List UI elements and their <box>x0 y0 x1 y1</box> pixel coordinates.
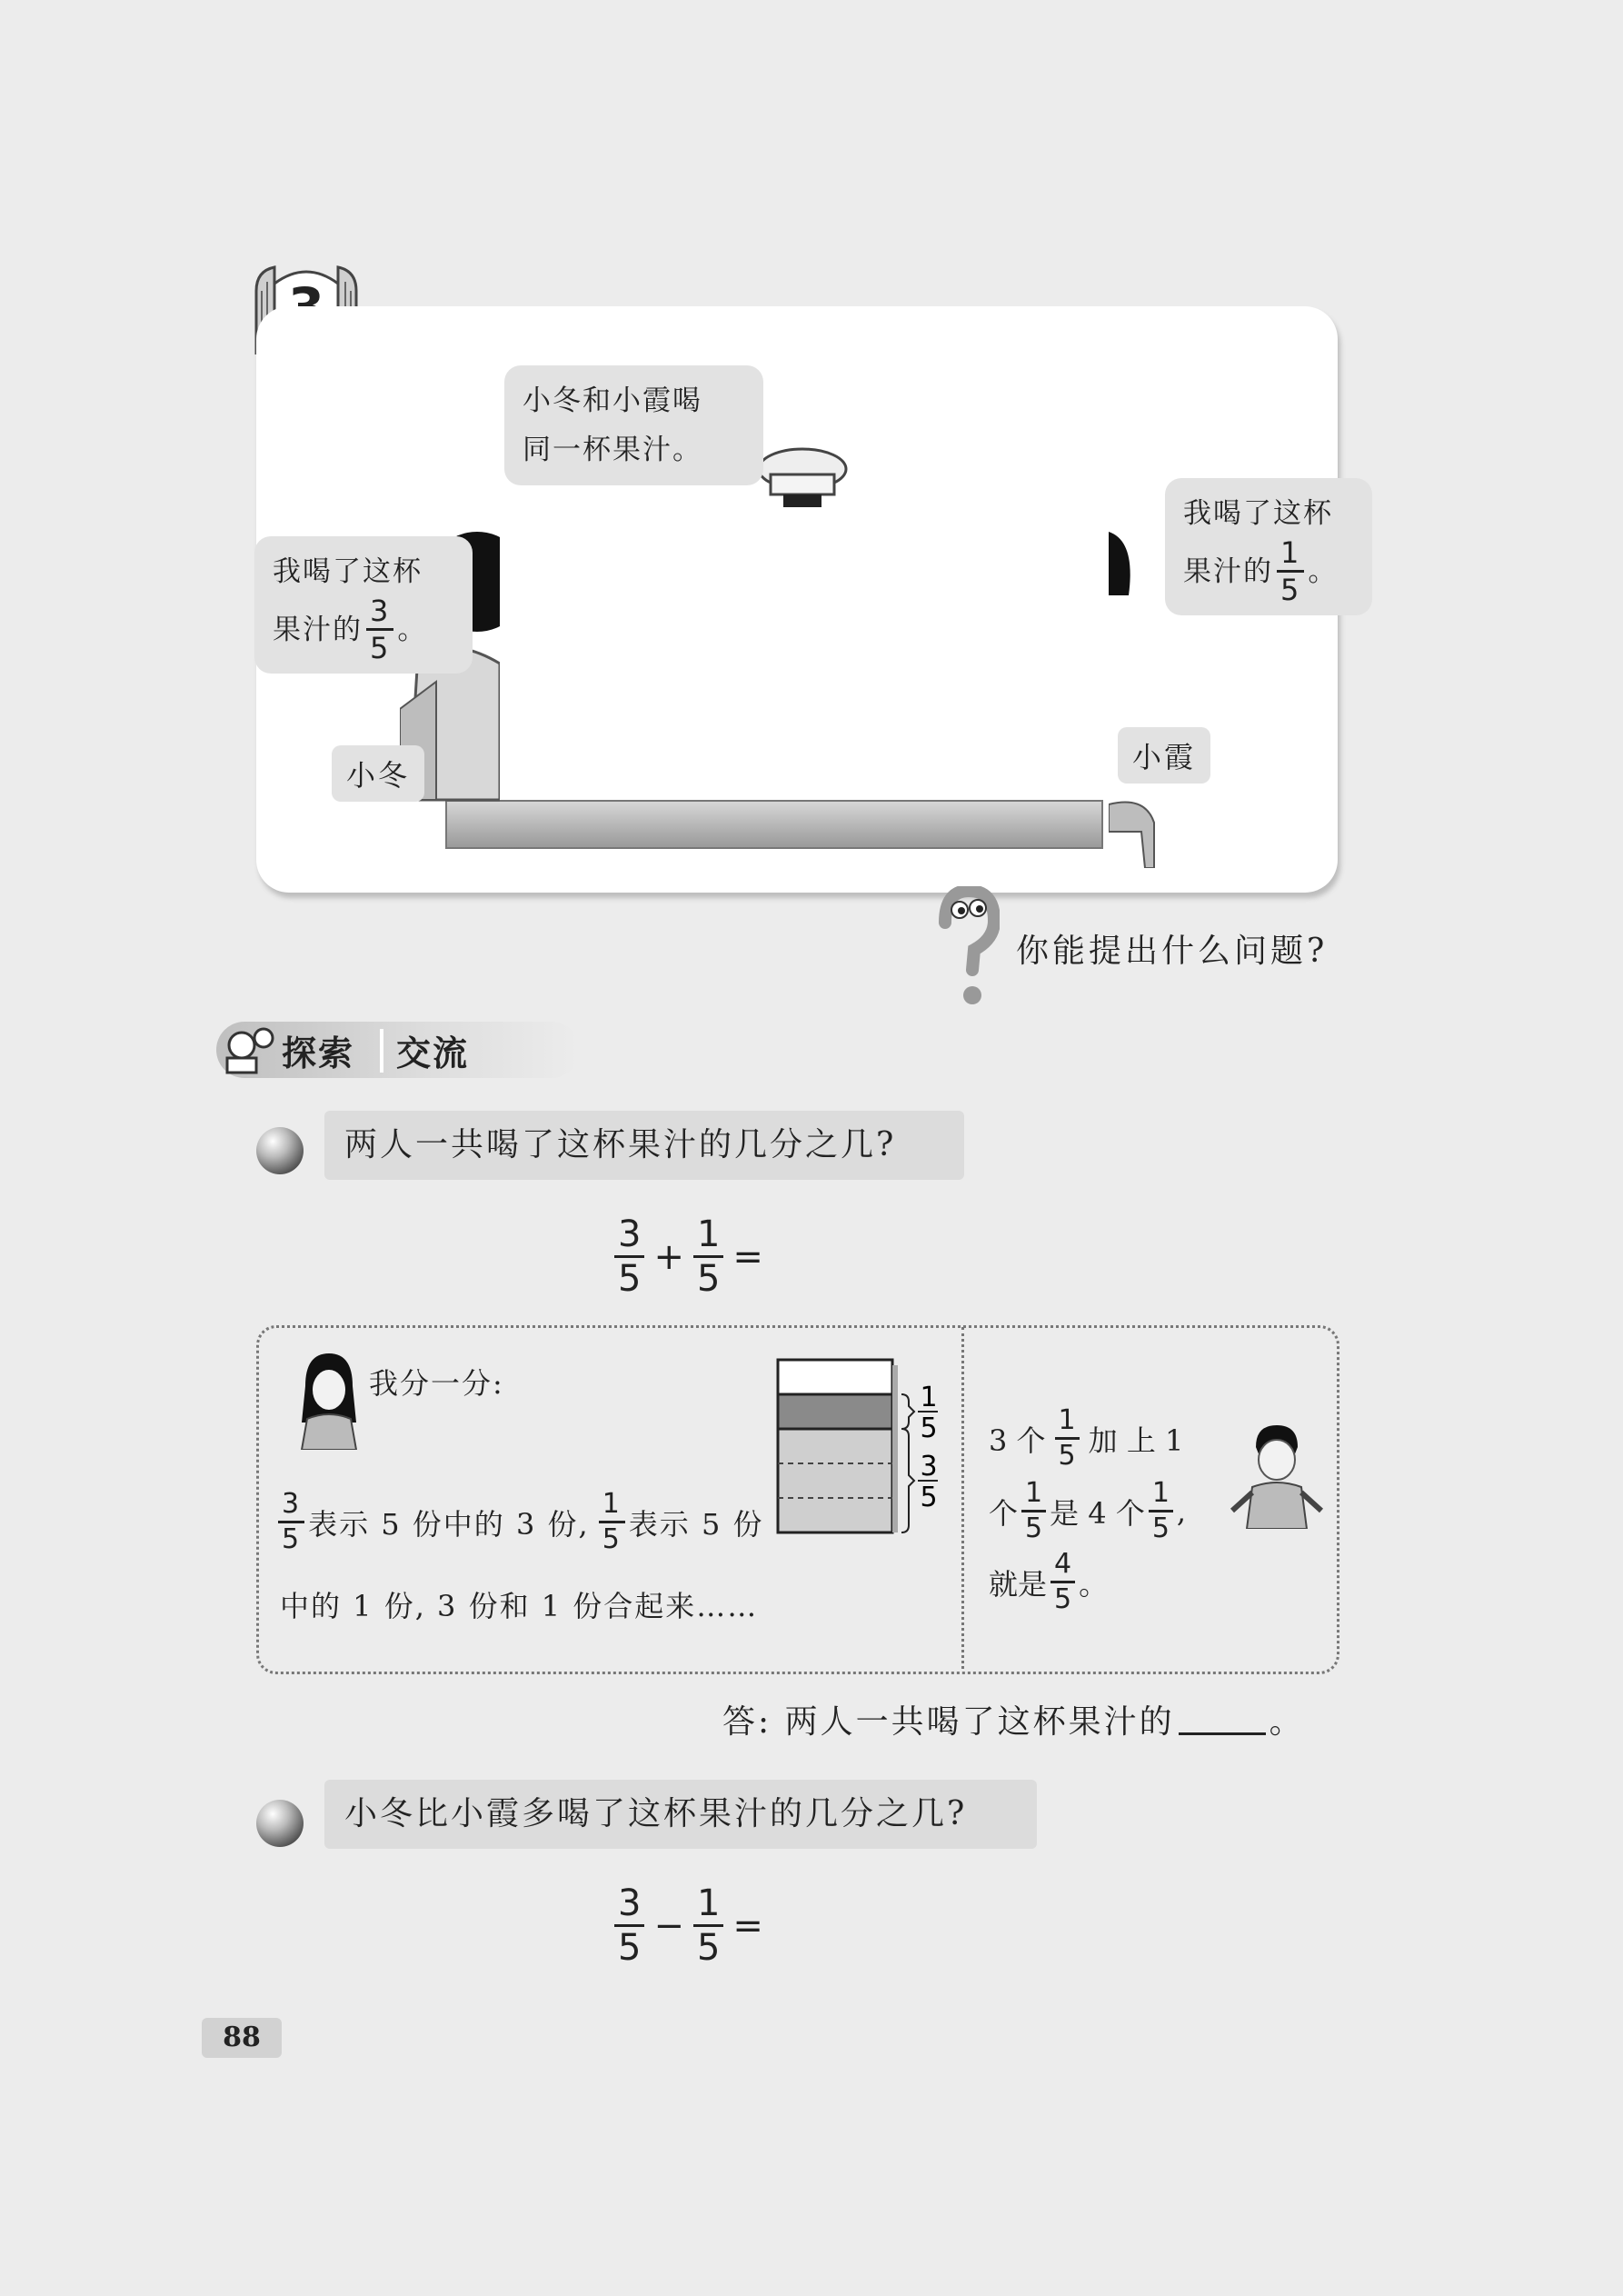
bar-label-small-num: 1 <box>920 1382 938 1413</box>
bar-diagram <box>774 1356 938 1540</box>
explain-right-line2: 个 $\frac{1}{5}$ 是 4 个 $\frac{1}{5}$ , <box>989 1477 1187 1544</box>
bar-label-small-den: 5 <box>920 1413 938 1444</box>
fraction-b: $\frac{1}{5}$ <box>693 1216 723 1297</box>
bar-label-big-num: 3 <box>920 1451 938 1482</box>
fraction-three-fifths: $\frac{3}{5}$ <box>366 596 393 663</box>
bubble-left: 我喝了这杯 果汁的 $\frac{3}{5}$ 。 <box>254 536 473 674</box>
reading-icon <box>218 1025 276 1076</box>
name-label-right: 小霞 <box>1118 727 1210 784</box>
fraction-a: $\frac{3}{5}$ <box>614 1885 644 1966</box>
bar-part-empty <box>778 1360 892 1394</box>
scene-illustration <box>500 532 1118 804</box>
table-top <box>445 800 1103 849</box>
girl-avatar <box>293 1350 365 1450</box>
question-mark-icon <box>936 886 1000 1009</box>
answer-blank[interactable] <box>1179 1732 1266 1735</box>
question-1: 两人一共喝了这杯果汁的几分之几? <box>324 1111 964 1180</box>
brace-small <box>901 1394 914 1429</box>
bar-label-big-den: 5 <box>920 1482 938 1513</box>
section-title-exchange: 交流 <box>396 1033 470 1073</box>
explain-right-line1: 3 个 $\frac{1}{5}$ 加 上 1 <box>989 1404 1184 1472</box>
girl-figure <box>1109 532 1163 868</box>
answer-1: 答: 两人一共喝了这杯果汁的 。 <box>722 1703 1305 1741</box>
bar-shadow <box>892 1365 898 1532</box>
equation-1: $\frac{3}{5}$ + $\frac{1}{5}$ = <box>611 1216 769 1297</box>
bullet-ball-icon <box>256 1127 304 1174</box>
page-number: 88 <box>202 2018 282 2058</box>
equation-2: $\frac{3}{5}$ − $\frac{1}{5}$ = <box>611 1885 769 1966</box>
explain-line1: $\frac{3}{5}$ 表示 5 份中的 3 份, $\frac{1}{5}$ 表示 5 份 <box>274 1491 764 1553</box>
bar-part-light <box>778 1429 892 1532</box>
box-divider <box>961 1327 964 1669</box>
fraction-a: $\frac{3}{5}$ <box>614 1216 644 1297</box>
brace-big <box>901 1429 914 1532</box>
bar-part-dark <box>778 1394 892 1429</box>
bubble-right: 我喝了这杯 果汁的 $\frac{1}{5}$ 。 <box>1165 478 1372 615</box>
question-2: 小冬比小霞多喝了这杯果汁的几分之几? <box>324 1780 1037 1849</box>
fraction-b: $\frac{1}{5}$ <box>693 1885 723 1966</box>
name-label-left: 小冬 <box>332 745 424 802</box>
explain-line2: 中的 1 份, 3 份和 1 份合起来…… <box>280 1589 759 1623</box>
explain-right-line3: 就是 $\frac{4}{5}$ 。 <box>989 1548 1109 1615</box>
prompt-question: 你能提出什么问题? <box>1016 933 1329 970</box>
bubble-top: 小冬和小霞喝 同一杯果汁。 <box>504 365 763 485</box>
explain-heading: 我分一分: <box>369 1366 504 1401</box>
boy-avatar <box>1227 1420 1327 1529</box>
fraction-one-fifth: $\frac{1}{5}$ <box>1277 538 1304 604</box>
section-title-explore: 探索 <box>282 1033 355 1073</box>
chef-hat-icon <box>752 444 852 507</box>
bullet-ball-icon-2 <box>256 1800 304 1847</box>
